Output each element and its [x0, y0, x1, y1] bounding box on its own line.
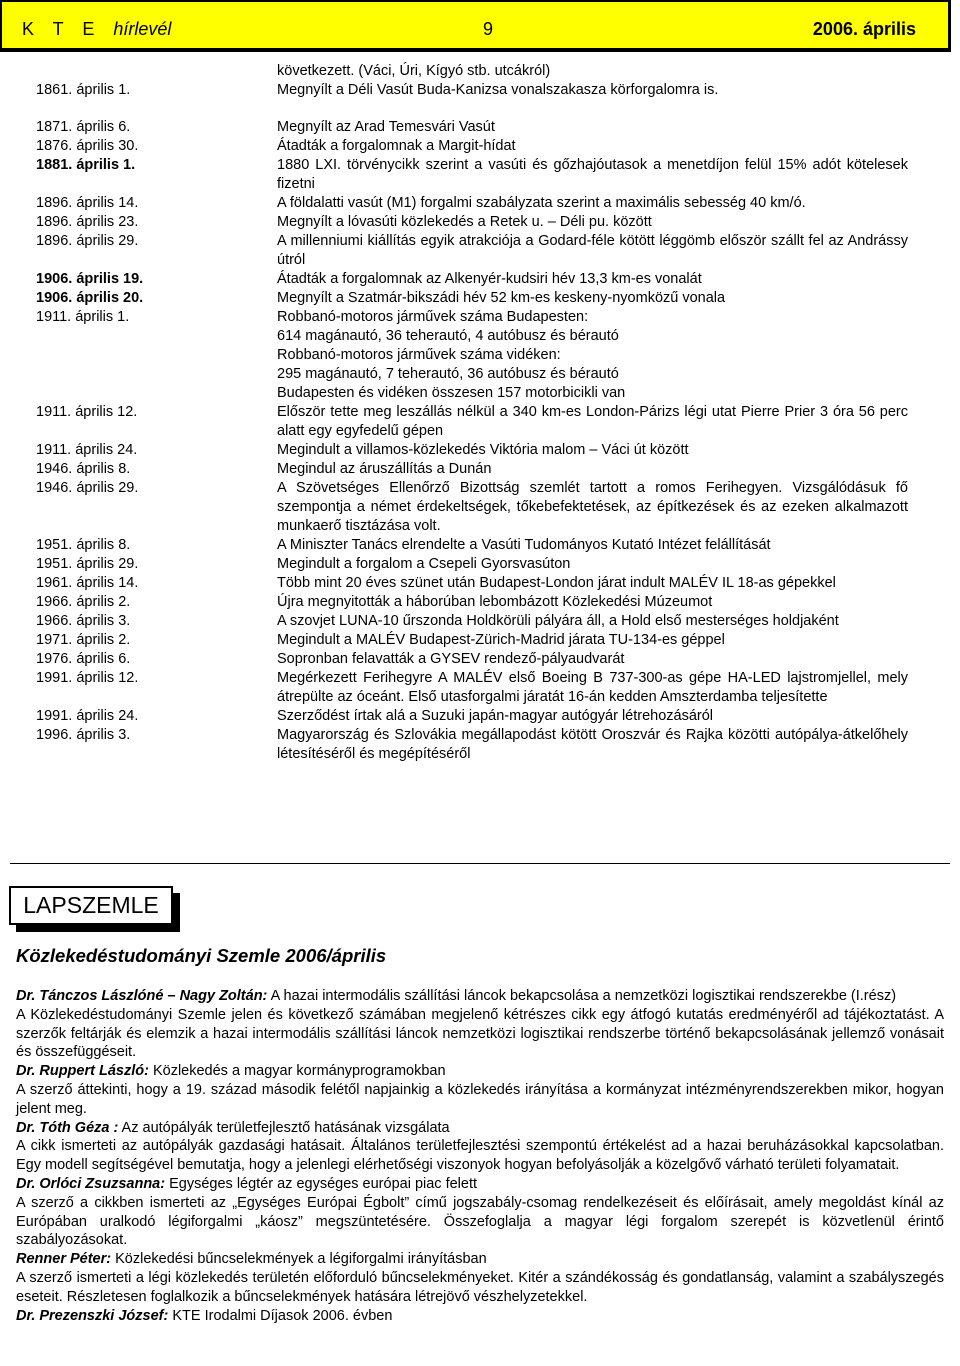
- timeline-date: 1966. április 3.: [36, 613, 131, 629]
- header-publisher: K T E hírlevél: [22, 19, 172, 39]
- timeline-event-line: Megnyílt a Déli Vasút Buda-Kanizsa vonalszakasza körforgalomra is.: [277, 82, 719, 98]
- article-summary: A cikk ismerteti az autópályák gazdasági hatásait. Általános területfejlesztési szempontú értékelést ad a hazai beruházásokkal kapcsolatban. Egy modell segítségével bemutatja, hogy a jelenlegi elérhetőségi viszonyok hogyan befolyásolják a közelgővő várható területi folyamatait.: [16, 1138, 944, 1174]
- timeline-date: 1876. április 30.: [36, 138, 139, 154]
- timeline-date: 1896. április 14.: [36, 195, 139, 211]
- timeline-event-line: Megindult a MALÉV Budapest-Zürich-Madrid járata TU-134-es géppel: [277, 632, 725, 648]
- timeline-event-line: következett. (Váci, Úri, Kígyó stb. utcákról): [277, 63, 551, 79]
- timeline-event-line: Megnyílt a lóvasúti közlekedés a Retek u. – Déli pu. között: [277, 214, 652, 230]
- timeline-event: [277, 213, 908, 232]
- timeline-row: [36, 232, 908, 270]
- article-title: Közlekedési bűncselekmények a légiforgalmi irányításban: [111, 1251, 487, 1268]
- timeline-event-line: Magyarország és Szlovákia megállapodást kötött Oroszvár és Rajka közötti autópálya-átkelőhely létesítéséről és megépítéséről: [277, 727, 908, 762]
- timeline-date: 1911. április 24.: [36, 442, 138, 458]
- timeline-event-line: Újra megnyitották a háborúban lebombázott Közlekedési Múzeumot: [277, 594, 713, 610]
- timeline-event: [277, 156, 908, 194]
- timeline-row: [36, 707, 908, 726]
- timeline-row: [36, 194, 908, 213]
- timeline-event-line: Megindult a villamos-közlekedés Viktória malom – Váci út között: [277, 442, 689, 458]
- article-author: Dr. Tóth Géza :: [16, 1119, 119, 1136]
- timeline-row: [36, 479, 908, 536]
- article-author: Dr. Orlóci Zsuzsanna:: [16, 1175, 166, 1192]
- timeline-event-line: Robbanó-motoros járművek száma Budapesten:: [277, 309, 589, 325]
- article-summary: A Közlekedéstudományi Szemle jelen és következő számában megjelenő kétrészes cikk egy átfogó kutatás eredményéről ad tájékoztatást. A szerzők feltárják és elemzik a hazai intermodális szállítási láncok nemzetközi logisztikai rendszerbe történő bekapcsolásának jellemző vonásait és összefüggéseit.: [16, 1006, 944, 1061]
- timeline-date: 1946. április 29.: [36, 480, 139, 496]
- timeline-event: [277, 574, 908, 593]
- timeline-event: [277, 555, 908, 574]
- timeline-event-line: A Szövetséges Ellenőrző Bizottság szemlét tartott a romos Ferihegyen. Vizsgálódásuk fő szempontja a német érdekeltségek, tőkebefektetések, az építkezések és az ezeken alkalmazott munkaerő tisztázása volt.: [277, 480, 908, 534]
- timeline-row: [36, 62, 908, 81]
- timeline-date: 1991. április 12.: [36, 670, 139, 686]
- timeline-event: [277, 631, 908, 650]
- timeline-row: [36, 555, 908, 574]
- timeline-event-line: Budapesten és vidéken összesen 157 motorbicikli van: [277, 385, 626, 401]
- timeline-date: 1871. április 6.: [36, 119, 131, 135]
- timeline-event-line: 295 magánautó, 7 teherautó, 36 autóbusz és bérautó: [277, 366, 619, 382]
- lapszemle-heading: LAPSZEMLE: [9, 886, 173, 925]
- timeline-date: 1881. április 1.: [36, 157, 136, 173]
- article-author: Dr. Prezenszki József:: [16, 1307, 169, 1324]
- article-title: Közlekedés a magyar kormányprogramokban: [148, 1063, 446, 1080]
- timeline-date: 1961. április 14.: [36, 575, 139, 591]
- article-title: Az autópályák területfejlesztő hatásának vizsgálata: [118, 1119, 450, 1136]
- timeline-row: [36, 403, 908, 441]
- timeline-event-line: Először tette meg leszállás nélkül a 340 km-es London-Párizs légi utat Pierre Prier 3 óra 56 perc alatt egy egyfedelű gépen: [277, 404, 908, 439]
- timeline-row: [36, 650, 908, 669]
- timeline-event-line: A millenniumi kiállítás egyik atrakciója a Godard-féle kötött léggömb először szállt fel az Andrássy útról: [277, 233, 908, 268]
- article-summary: A szerző a cikkben ismerteti az „Egységes Európai Égbolt” című jogszabály-csomag rendelkezéseit és előírásait, amely megoldást kínál az Európában uralkodó légiforgalmi „káosz” megszüntetésére. Összefoglalja a magyar légi forgalom szerepét is közvetlenül érintő szabályozásokat.: [16, 1194, 944, 1249]
- timeline-event-line: Átadták a forgalomnak a Margit-hídat: [277, 138, 516, 154]
- article-author: Dr. Tánczos Lászlóné – Nagy Zoltán:: [16, 988, 268, 1004]
- timeline-row: [36, 631, 908, 650]
- journal-title: Közlekedéstudományi Szemle 2006/április: [16, 945, 387, 966]
- article-author: Dr. Ruppert László:: [16, 1063, 149, 1080]
- article-heading: [16, 987, 944, 1006]
- timeline-date: 1946. április 8.: [36, 461, 131, 477]
- timeline-date: 1991. április 24.: [36, 708, 139, 724]
- article-heading: [16, 1062, 944, 1081]
- timeline-event: [277, 118, 908, 137]
- timeline-date: 1911. április 12.: [36, 404, 138, 420]
- article-heading: [16, 1175, 944, 1194]
- timeline-event-line: 1880 LXI. törvénycikk szerint a vasúti és gőzhajóutasok a menetdíjon felül 15% adót kötelesek fizetni: [277, 157, 908, 192]
- timeline-event: [277, 137, 908, 156]
- timeline-row: [36, 137, 908, 156]
- timeline-event: [277, 62, 908, 81]
- timeline-row: [36, 536, 908, 555]
- timeline-row: [36, 81, 908, 100]
- timeline-row: [36, 726, 908, 764]
- timeline-event-line: Átadták a forgalomnak az Alkenyér-kudsiri hév 13,3 km-es vonalát: [277, 271, 702, 287]
- timeline-event: [277, 612, 908, 631]
- timeline-date: 1906. április 20.: [36, 290, 144, 306]
- timeline-event-line: Megindult a forgalom a Csepeli Gyorsvasúton: [277, 556, 571, 572]
- timeline-date: 1996. április 3.: [36, 727, 131, 743]
- timeline-row: [36, 460, 908, 479]
- timeline-date: 1966. április 2.: [36, 594, 131, 610]
- timeline-event-line: Több mint 20 éves szünet után Budapest-London járat indult MALÉV IL 18-as gépekkel: [277, 575, 836, 591]
- timeline-row: [36, 574, 908, 593]
- timeline-event-line: A földalatti vasút (M1) forgalmi szabályzata szerint a maximális sebesség 40 km/ó.: [277, 195, 806, 211]
- article-title: KTE Irodalmi Díjasok 2006. évben: [168, 1307, 393, 1324]
- page-number: 9: [483, 19, 494, 39]
- timeline-gap: [36, 100, 908, 118]
- timeline-event-line: Szerződést írtak alá a Suzuki japán-magyar autógyár létrehozásáról: [277, 708, 714, 724]
- timeline-event: [277, 81, 908, 100]
- timeline-row: [36, 308, 908, 403]
- timeline-row: [36, 156, 908, 194]
- article-title: Egységes légtér az egységes európai piac felett: [165, 1175, 478, 1192]
- article-author: Renner Péter:: [16, 1251, 112, 1268]
- timeline-date: 1976. április 6.: [36, 651, 131, 667]
- timeline-date: 1896. április 29.: [36, 233, 139, 249]
- newsletter-header: [0, 0, 951, 52]
- timeline-event: [277, 479, 908, 536]
- timeline-date: 1911. április 1.: [36, 309, 130, 325]
- article-summary: A szerző ismerteti a légi közlekedés területén előforduló bűncselekményeket. Kitér a szándékosság és gondatlanság, valamint a szabályszegés eseteit. Részletesen foglalkozik a bűncselekmények hatására létrejövő vészhelyzetekkel.: [16, 1269, 944, 1305]
- timeline-event: [277, 270, 908, 289]
- timeline-event: [277, 232, 908, 270]
- article-heading: [16, 1307, 944, 1326]
- timeline-date: 1971. április 2.: [36, 632, 131, 648]
- timeline-event-line: Megérkezett Ferihegyre A MALÉV első Boeing B 737-300-as gépe HA-LED lajstromjellel, mely átrepülte az óceánt. Első utasforgalmi járatát 16-án kedden Amszterdamba teljesítette: [277, 670, 908, 705]
- timeline-date: 1951. április 8.: [36, 537, 131, 553]
- timeline-row: [36, 593, 908, 612]
- timeline-event: [277, 669, 908, 707]
- timeline-date: 1896. április 23.: [36, 214, 139, 230]
- timeline-date: 1951. április 29.: [36, 556, 139, 572]
- section-divider: [10, 863, 950, 864]
- timeline-date: [36, 62, 277, 81]
- timeline-event-line: A szovjet LUNA-10 űrszonda Holdkörüli pályára áll, a Hold első mesterséges holdjaként: [277, 613, 839, 629]
- timeline-event: [277, 460, 908, 479]
- timeline-event: [277, 650, 908, 669]
- timeline-event: [277, 593, 908, 612]
- timeline-event: [277, 536, 908, 555]
- timeline-event: [277, 707, 908, 726]
- timeline-event: [277, 194, 908, 213]
- timeline-row: [36, 441, 908, 460]
- timeline-event-line: Megnyílt a Szatmár-bikszádi hév 52 km-es keskeny-nyomközű vonala: [277, 290, 726, 306]
- article-heading: [16, 1119, 944, 1138]
- timeline-event-line: Megindul az áruszállítás a Dunán: [277, 461, 492, 477]
- timeline-row: [36, 118, 908, 137]
- timeline-event-line: Megnyílt az Arad Temesvári Vasút: [277, 119, 495, 135]
- article-summary: A szerző áttekinti, hogy a 19. század második felétől napjainkig a közlekedés irányítása a kormányzat intézményrendszerekben mikor, hogyan jelent meg.: [16, 1081, 944, 1117]
- timeline-row: [36, 213, 908, 232]
- article-list: [16, 987, 944, 1325]
- article-heading: [16, 1250, 944, 1269]
- timeline-row: [36, 270, 908, 289]
- timeline-row: [36, 669, 908, 707]
- timeline-event: [277, 403, 908, 441]
- timeline-date: 1906. április 19.: [36, 271, 144, 287]
- timeline-row: [36, 289, 908, 308]
- timeline: [36, 62, 908, 764]
- timeline-event-line: 614 magánautó, 36 teherautó, 4 autóbusz és bérautó: [277, 328, 619, 344]
- issue-date: 2006. április: [812, 19, 916, 39]
- timeline-event: [277, 441, 908, 460]
- timeline-event: [277, 289, 908, 308]
- timeline-event-line: A Miniszter Tanács elrendelte a Vasúti Tudományos Kutató Intézet felállítását: [277, 537, 771, 553]
- timeline-row: [36, 612, 908, 631]
- timeline-event: [277, 726, 908, 764]
- timeline-event: [277, 308, 908, 403]
- article-title: A hazai intermodális szállítási láncok bekapcsolása a nemzetközi logisztikai rendszerekbe (I.rész): [267, 988, 897, 1004]
- timeline-event-line: Robbanó-motoros járművek száma vidéken:: [277, 347, 561, 363]
- timeline-date: 1861. április 1.: [36, 82, 131, 98]
- timeline-event-line: Sopronban felavatták a GYSEV rendező-pályaudvarát: [277, 651, 625, 667]
